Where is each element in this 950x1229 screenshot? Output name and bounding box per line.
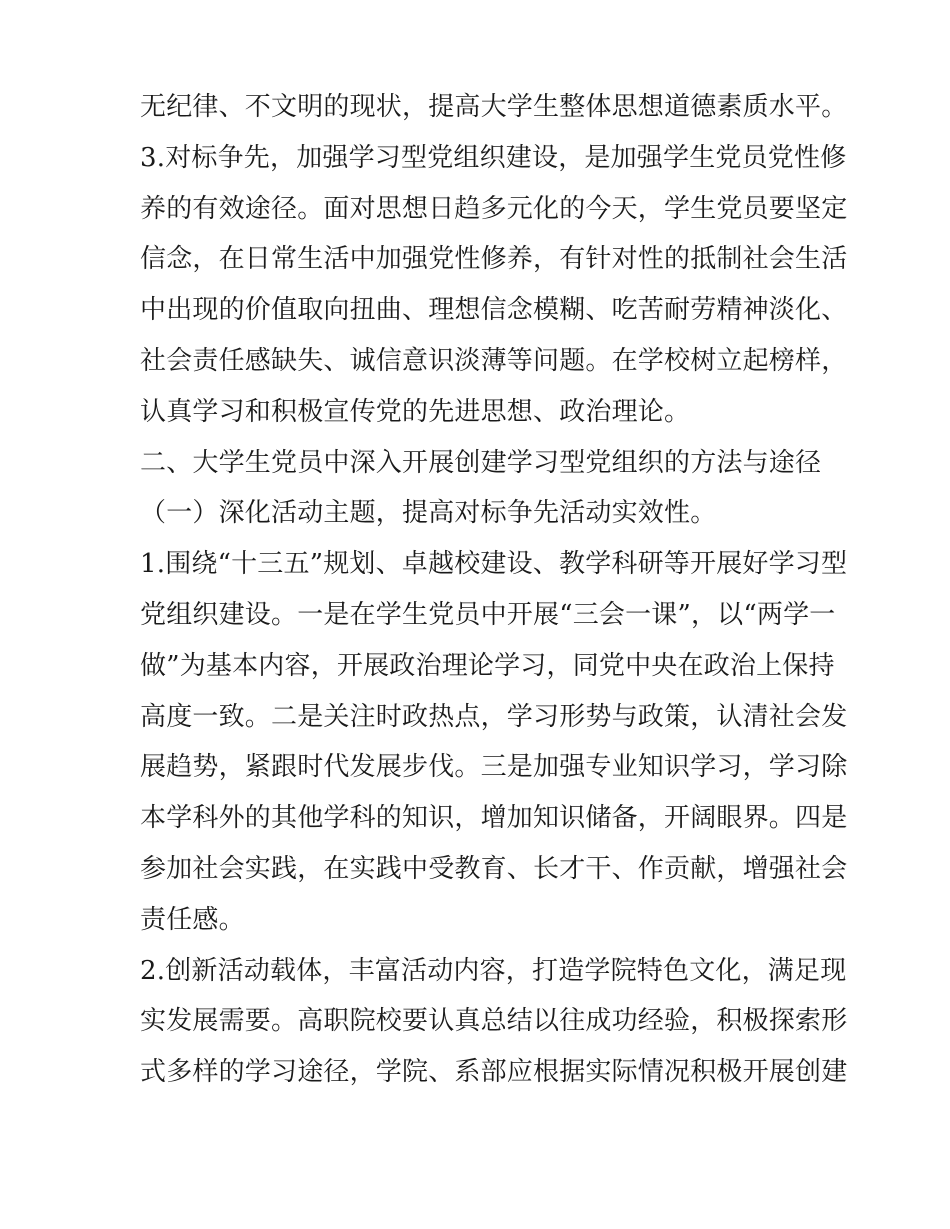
text-line: 展趋势，紧跟时代发展步伐。三是加强专业知识学习，学习除 <box>140 752 848 783</box>
text-line: 信念，在日常生活中加强党性修养，有针对性的抵制社会生活 <box>140 244 848 275</box>
text-line: 2.创新活动载体，丰富活动内容，打造学院特色文化，满足现 <box>140 955 847 986</box>
text-line: 参加社会实践，在实践中受教育、长才干、作贡献，增强社会 <box>140 853 848 884</box>
text-line: 党组织建设。一是在学生党员中开展“三会一课”，以“两学一 <box>140 599 836 630</box>
section-heading: 二、大学生党员中深入开展创建学习型党组织的方法与途径 <box>140 447 822 478</box>
text-line: 做”为基本内容，开展政治理论学习，同党中央在政治上保持 <box>140 650 835 681</box>
text-line: 实发展需要。高职院校要认真总结以往成功经验，积极探索形 <box>140 1006 848 1037</box>
body-text <box>140 82 848 1098</box>
text-line: 养的有效途径。面对思想日趋多元化的今天，学生党员要坚定 <box>140 193 848 224</box>
text-line: 无纪律、不文明的现状，提高大学生整体思想道德素质水平。 <box>140 92 848 122</box>
text-line: 责任感。 <box>140 904 245 935</box>
text-line: 社会责任感缺失、诚信意识淡薄等问题。在学校树立起榜样， <box>140 345 848 376</box>
text-line: 中出现的价值取向扭曲、理想信念模糊、吃苦耐劳精神淡化、 <box>140 295 848 326</box>
text-line: 式多样的学习途径，学院、系部应根据实际情况积极开展创建 <box>140 1057 848 1088</box>
subsection-heading: （一）深化活动主题，提高对标争先活动实效性。 <box>140 498 717 529</box>
text-line: 1.围绕“十三五”规划、卓越校建设、教学科研等开展好学习型 <box>140 549 848 580</box>
text-line: 认真学习和积极宣传党的先进思想、政治理论。 <box>140 396 691 427</box>
text-line: 高度一致。二是关注时政热点，学习形势与政策，认清社会发 <box>140 701 848 732</box>
text-line: 本学科外的其他学科的知识，增加知识储备，开阔眼界。四是 <box>140 803 848 834</box>
text-line: 3.对标争先，加强学习型党组织建设，是加强学生党员党性修 <box>140 142 847 173</box>
